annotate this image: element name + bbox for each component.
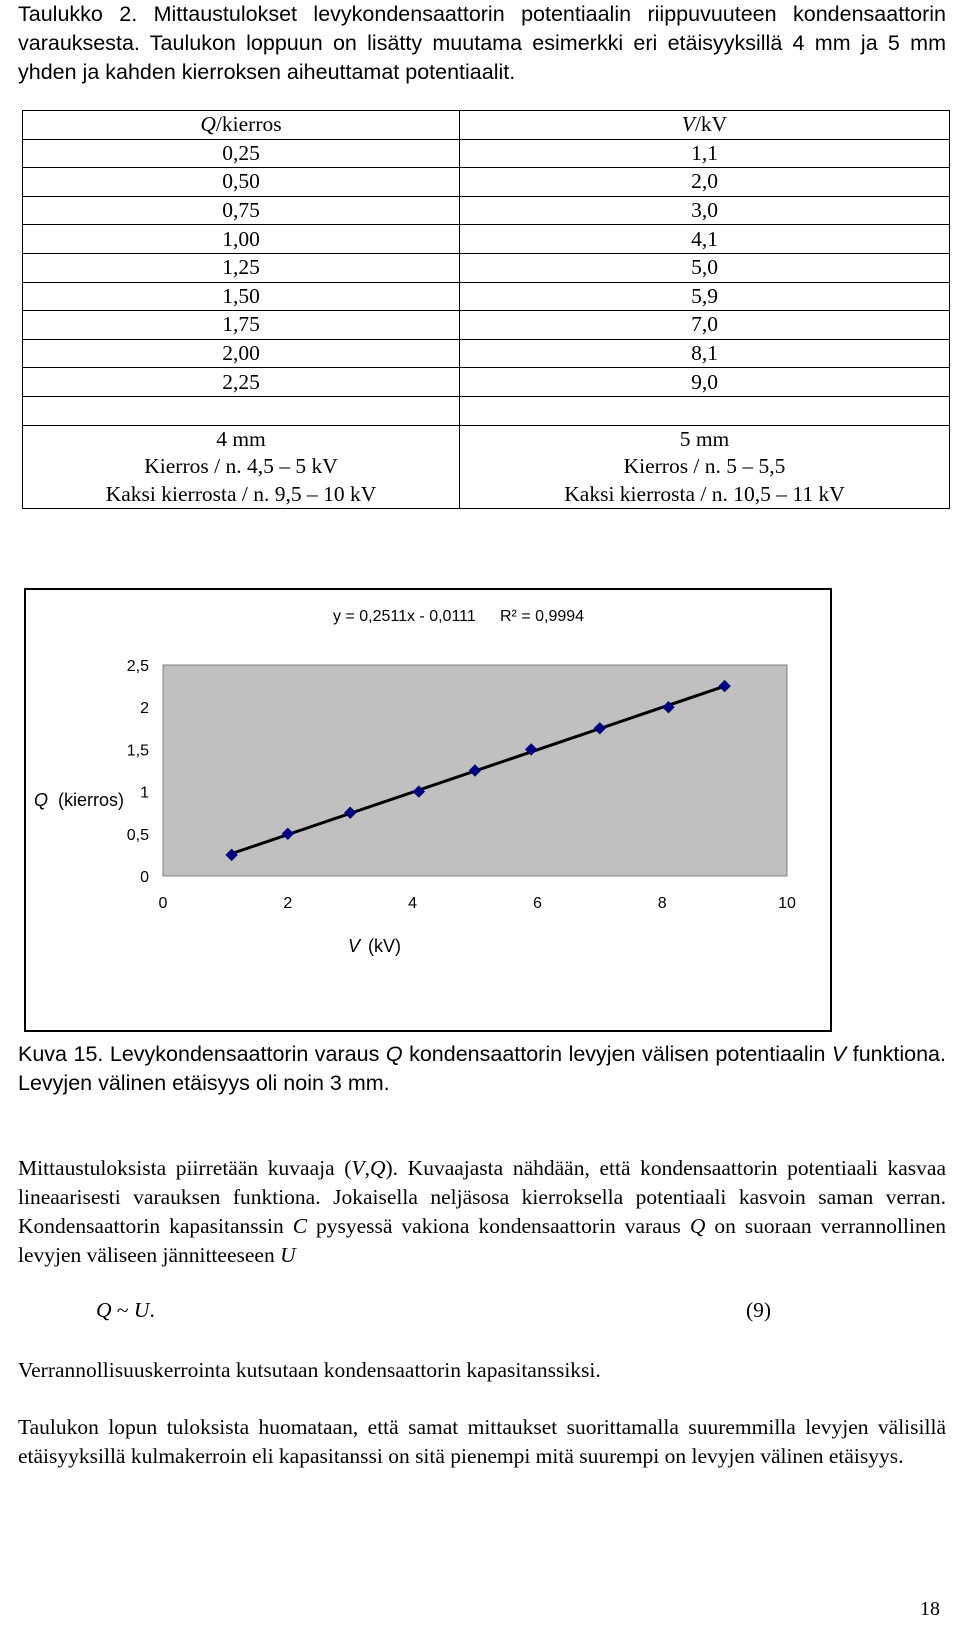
x-tick-label: 0 [158, 895, 168, 912]
figure-caption: Kuva 15. Levykondensaattorin varaus Q kondensaattorin levyjen välisen potentiaalin V funktiona. Levyjen välinen etäisyys oli noin 3 mm. [18, 1042, 946, 1095]
page-number: 18 [920, 1598, 940, 1620]
cell-q: 1,00 [23, 225, 460, 254]
y-tick-label: 1,5 [126, 742, 149, 760]
cell-4mm: Kaksi kierrosta / n. 9,5 – 10 kV [23, 481, 460, 509]
x-tick-label: 10 [778, 895, 796, 912]
table-header-row [23, 111, 950, 140]
y-tick-label: 0,5 [126, 826, 149, 844]
table-row [23, 196, 950, 225]
cell-v: 5,9 [460, 282, 950, 311]
x-axis-label [348, 936, 401, 956]
table-extra-row [23, 425, 950, 453]
cell-5mm: Kierros / n. 5 – 5,5 [460, 453, 950, 481]
cell-v: 3,0 [460, 196, 950, 225]
table-extra-row [23, 453, 950, 481]
r-squared-label: R² = 0,9994 [500, 608, 585, 625]
paragraph-definition: Verrannollisuuskerrointa kutsutaan kondensaattorin kapasitanssiksi. [18, 1358, 601, 1382]
cell-v: 5,0 [460, 253, 950, 282]
cell-v: 4,1 [460, 225, 950, 254]
header-q: Q/kierros [23, 111, 460, 140]
cell-v: 8,1 [460, 339, 950, 368]
table-row [23, 339, 950, 368]
cell-q: 1,50 [23, 282, 460, 311]
table-row [23, 168, 950, 197]
cell-5mm: Kaksi kierrosta / n. 10,5 – 11 kV [460, 481, 950, 509]
table-row [23, 225, 950, 254]
q-v-chart [26, 590, 830, 1030]
table-row [23, 311, 950, 340]
cell-q: 1,25 [23, 253, 460, 282]
y-tick-label: 1 [140, 784, 149, 802]
equation-number: (9) [746, 1298, 772, 1322]
equation: Q ~ U. [96, 1298, 155, 1322]
empty-cell [460, 396, 950, 425]
x-tick-label: 2 [283, 895, 293, 912]
table-caption: Taulukko 2. Mittaustulokset levykondensaattorin potentiaalin riippuvuuteen kondensaattorin varauksesta. Taulukon loppuun on lisätty muutama esimerkki eri etäisyyksillä 4 mm ja 5 mm yhden ja kahden kierroksen aiheuttamat potentiaalit. [18, 2, 946, 84]
table-row [23, 282, 950, 311]
cell-v: 9,0 [460, 368, 950, 397]
y-axis-unit: (kierros) [58, 790, 125, 810]
y-tick-label: 0 [140, 869, 149, 886]
cell-q: 2,25 [23, 368, 460, 397]
cell-4mm: Kierros / n. 4,5 – 5 kV [23, 453, 460, 481]
cell-v: 7,0 [460, 311, 950, 340]
cell-q: 1,75 [23, 311, 460, 340]
x-tick-label: 4 [408, 895, 418, 912]
cell-q: 0,75 [23, 196, 460, 225]
x-tick-label: 8 [657, 895, 667, 912]
table-row [23, 139, 950, 168]
table-spacer-row [23, 396, 950, 425]
cell-5mm: 5 mm [460, 425, 950, 453]
y-tick-label: 2 [140, 700, 149, 718]
table-row [23, 368, 950, 397]
x-axis-unit: (kV) [368, 936, 402, 956]
table-row [23, 253, 950, 282]
y-axis-label [34, 790, 124, 810]
empty-cell [23, 396, 460, 425]
cell-q: 0,25 [23, 139, 460, 168]
chart-frame [24, 588, 832, 1032]
paragraph-conclusion: Taulukon lopun tuloksista huomataan, että samat mittaukset suorittamalla suuremmilla levyjen välisillä etäisyyksillä kulmakerroin eli kapasitanssi on sitä pienempi mitä suurempi on levyjen välinen etäisyys. [18, 1415, 946, 1468]
cell-v: 2,0 [460, 168, 950, 197]
y-tick-label: 2,5 [126, 658, 149, 675]
trendline-equation: y = 0,2511x - 0,0111 [333, 608, 476, 625]
x-tick-label: 6 [532, 895, 542, 912]
y-axis-symbol: Q [34, 790, 49, 810]
cell-v: 1,1 [460, 139, 950, 168]
cell-4mm: 4 mm [23, 425, 460, 453]
x-axis-symbol: V [348, 936, 361, 956]
cell-q: 0,50 [23, 168, 460, 197]
table-extra-row [23, 481, 950, 509]
measurement-table [22, 110, 950, 509]
cell-q: 2,00 [23, 339, 460, 368]
header-v: V/kV [460, 111, 950, 140]
paragraph-results: Mittaustuloksista piirretään kuvaaja (V,Q). Kuvaajasta nähdään, että kondensaattorin potentiaali kasvaa lineaarisesti varauksen funktiona. Jokaisella neljäsosa kierroksella potentiaali kasvoin saman verran. Kondensaattorin kapasitanssin C pysyessä vakiona kondensaattorin varaus Q on suoraan verrannollinen levyjen väliseen jännitteeseen U [18, 1156, 946, 1267]
